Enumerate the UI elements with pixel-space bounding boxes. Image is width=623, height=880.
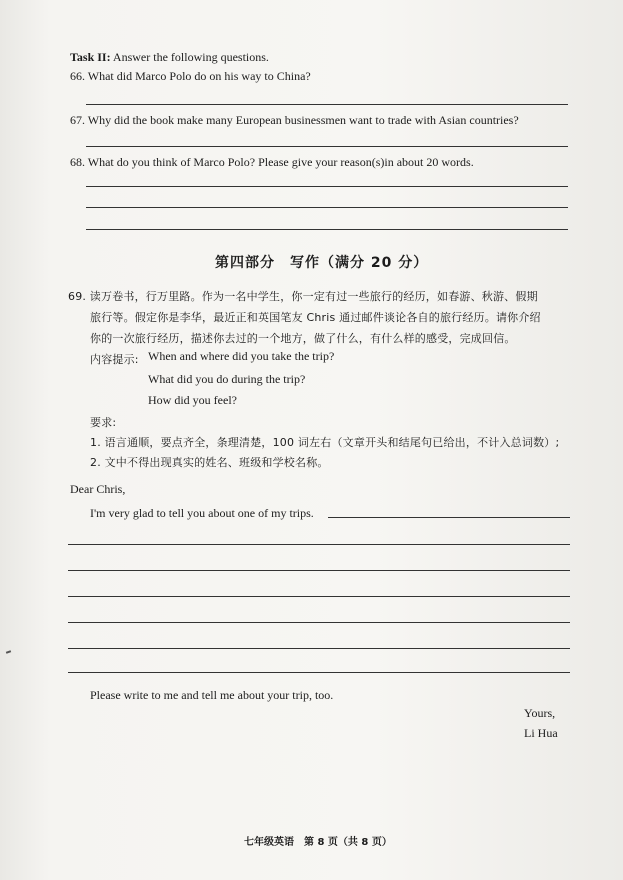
part4-title: 第四部分 写作（满分 20 分） (215, 255, 429, 271)
q69-line-1: 69. 读万卷书，行万里路。作为一名中学生，你一定有过一些旅行的经历，如春游、秋游、假期 (68, 290, 538, 303)
requirement-1: 1. 语言通顺，要点齐全，条理清楚，100 词左右（文章开头和结尾句已给出，不计入总词数）; (90, 436, 560, 449)
answer-line-68-1[interactable] (86, 186, 568, 187)
requirements-label: 要求: (90, 416, 117, 429)
q69-line-3: 你的一次旅行经历，描述你去过的一个地方，做了什么，有什么样的感受，完成回信。 (90, 332, 516, 345)
writing-line-6[interactable] (68, 648, 570, 649)
answer-line-66[interactable] (86, 104, 568, 105)
answer-line-68-2[interactable] (86, 207, 568, 208)
hint-2: What did you do during the trip? (148, 372, 306, 386)
answer-line-68-3[interactable] (86, 229, 568, 230)
writing-line-3[interactable] (68, 570, 570, 571)
letter-closing: Please write to me and tell me about your trip, too. (90, 688, 334, 702)
letter-signature: Li Hua (524, 726, 558, 740)
requirement-2: 2. 文中不得出现真实的姓名、班级和学校名称。 (90, 456, 329, 469)
hint-3: How did you feel? (148, 393, 237, 407)
hint-1: When and where did you take the trip? (148, 349, 335, 363)
answer-line-67[interactable] (86, 146, 568, 147)
question-68: 68. What do you think of Marco Polo? Please give your reason(s)in about 20 words. (70, 155, 474, 169)
task2-heading-label: Task II: (70, 50, 111, 64)
writing-line-2[interactable] (68, 544, 570, 545)
writing-line-4[interactable] (68, 596, 570, 597)
writing-line-1[interactable] (328, 517, 570, 518)
writing-line-5[interactable] (68, 622, 570, 623)
question-67: 67. Why did the book make many European businessmen want to trade with Asian countries? (70, 113, 519, 127)
letter-opening: I'm very glad to tell you about one of my trips. (90, 506, 314, 520)
task2-heading (70, 50, 269, 65)
task2-heading-text: Answer the following questions. (110, 50, 269, 64)
letter-greeting: Dear Chris, (70, 482, 126, 496)
letter-signoff: Yours, (524, 706, 556, 720)
question-66: 66. What did Marco Polo do on his way to China? (70, 69, 311, 83)
scan-mark (6, 650, 11, 654)
page-footer: 七年级英语 第 8 页（共 8 页） (244, 837, 392, 848)
writing-line-7[interactable] (68, 672, 570, 673)
hint-label: 内容提示: (90, 353, 139, 366)
q69-line-2: 旅行等。假定你是李华，最近正和英国笔友 Chris 通过邮件谈论各自的旅行经历。请你介绍 (90, 311, 541, 324)
